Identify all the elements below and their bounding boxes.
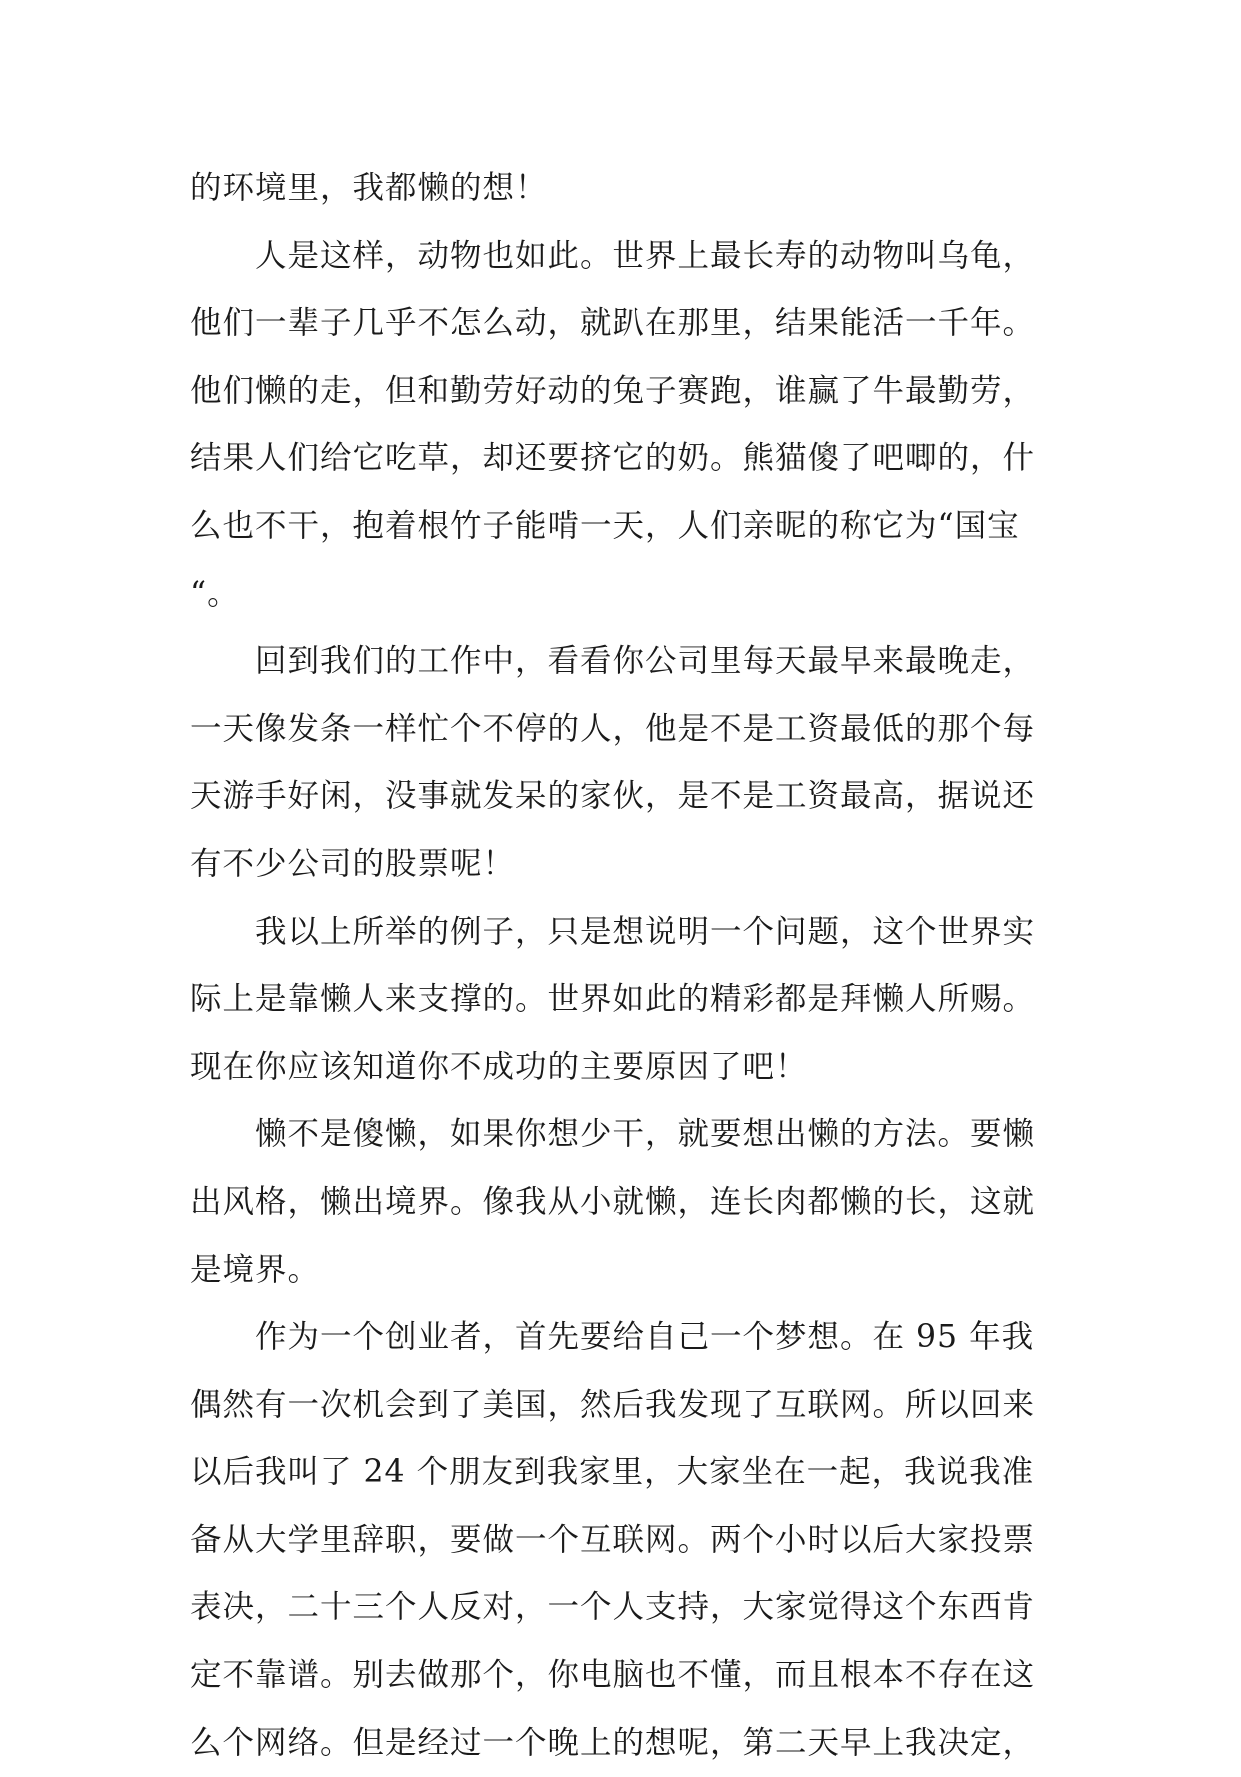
text-line: 么个网络。但是经过一个晚上的想呢，第二天早上我决定， [190,1724,1036,1761]
text-line: 偶然有一次机会到了美国，然后我发现了互联网。所以回来 [190,1386,1036,1423]
text-line: 天游手好闲，没事就发呆的家伙，是不是工资最高，据说还 [190,778,1036,815]
text-line: 表决，二十三个人反对，一个人支持，大家觉得这个东西肯 [190,1589,1036,1626]
text-line: 出风格，懒出境界。像我从小就懒，连长肉都懒的长，这就 [190,1183,1036,1220]
text-line: 现在你应该知道你不成功的主要原因了吧！ [190,1048,808,1085]
text-line: 结果人们给它吃草，却还要挤它的奶。熊猫傻了吧唧的，什 [190,440,1036,477]
text-line: 的环境里，我都懒的想！ [190,170,548,206]
body-text [190,155,1052,1777]
text-line: 作为一个创业者，首先要给自己一个梦想。在 95 年我 [190,1319,1035,1356]
text-line: 人是这样，动物也如此。世界上最长寿的动物叫乌龟， [190,237,1036,274]
text-line: “。 [190,575,240,612]
text-line: 他们懒的走，但和勤劳好动的兔子赛跑，谁赢了牛最勤劳， [190,372,1036,409]
text-line: 我以上所举的例子，只是想说明一个问题，这个世界实 [190,913,1036,950]
text-line: 么也不干，抱着根竹子能啃一天，人们亲昵的称它为“国宝 [190,507,1020,544]
text-line: 有不少公司的股票呢！ [190,845,516,882]
text-line: 他们一辈子几乎不怎么动，就趴在那里，结果能活一千年。 [190,305,1036,342]
text-line: 际上是靠懒人来支撑的。世界如此的精彩都是拜懒人所赐。 [190,981,1036,1018]
text-line: 懒不是傻懒，如果你想少干，就要想出懒的方法。要懒 [190,1116,1036,1153]
text-line: 备从大学里辞职，要做一个互联网。两个小时以后大家投票 [190,1521,1036,1558]
text-line: 定不靠谱。别去做那个，你电脑也不懂，而且根本不存在这 [190,1657,1036,1694]
text-line: 是境界。 [190,1251,321,1288]
text-line: 以后我叫了 24 个朋友到我家里，大家坐在一起，我说我准 [190,1454,1035,1491]
text-line: 回到我们的工作中，看看你公司里每天最早来最晚走， [190,643,1036,680]
text-line: 一天像发条一样忙个不停的人，他是不是工资最低的那个每 [190,710,1036,747]
